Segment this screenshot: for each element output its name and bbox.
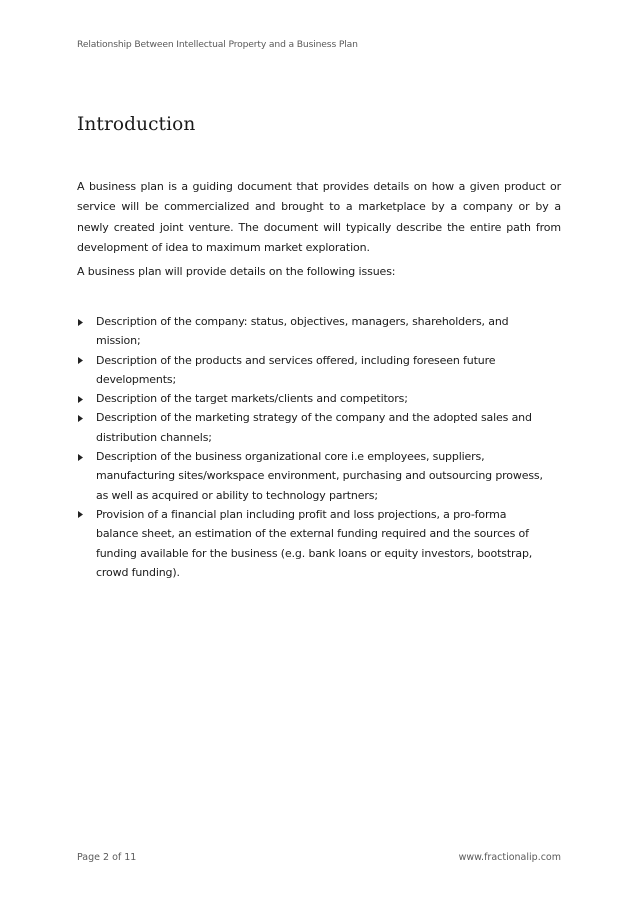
- list-item-text: Description of the products and services offered, including foreseen future developments;: [96, 353, 496, 386]
- list-item: [77, 505, 547, 582]
- bullet-arrow-icon: [77, 447, 89, 466]
- list-item: [77, 312, 547, 351]
- list-intro-paragraph: A business plan will provide details on the following issues:: [77, 265, 396, 278]
- list-item-text: Description of the target markets/clients and competitors;: [96, 392, 408, 406]
- bullet-arrow-icon: [77, 408, 89, 427]
- footer-website-link[interactable]: www.fractionalip.com: [458, 852, 561, 863]
- list-item: [77, 389, 547, 408]
- bullet-arrow-icon: [77, 389, 89, 408]
- list-item: [77, 408, 547, 447]
- list-item-text: Provision of a financial plan including profit and loss projections, a pro-forma balance sheet, an estimation of the external funding required and the sources of funding available for the business (e.g. bank loans or equity investors, bootstrap, crowd funding).: [96, 507, 533, 579]
- bullet-arrow-icon: [77, 505, 89, 524]
- list-item-text: Description of the business organizational core i.e employees, suppliers, manufacturing sites/workspace environment, purchasing and outsourcing prowess, as well as acquired or ability to technology partners;: [96, 450, 543, 502]
- bullet-arrow-icon: [77, 312, 89, 331]
- running-header: Relationship Between Intellectual Property and a Business Plan: [77, 39, 358, 50]
- bullet-arrow-icon: [77, 351, 89, 370]
- page-title: Introduction: [77, 114, 196, 135]
- list-item-text: Description of the marketing strategy of the company and the adopted sales and distribution channels;: [96, 411, 532, 444]
- intro-paragraph: A business plan is a guiding document that provides details on how a given product or service will be commercialized and brought to a marketplace by a company or by a newly created joint venture. The document will typically describe the entire path from development of idea to maximum market exploration.: [77, 180, 561, 255]
- list-item-text: Description of the company: status, objectives, managers, shareholders, and mission;: [96, 315, 509, 348]
- page-number: Page 2 of 11: [77, 852, 137, 863]
- list-item: [77, 447, 547, 505]
- list-item: [77, 351, 547, 390]
- issue-list: [77, 312, 547, 582]
